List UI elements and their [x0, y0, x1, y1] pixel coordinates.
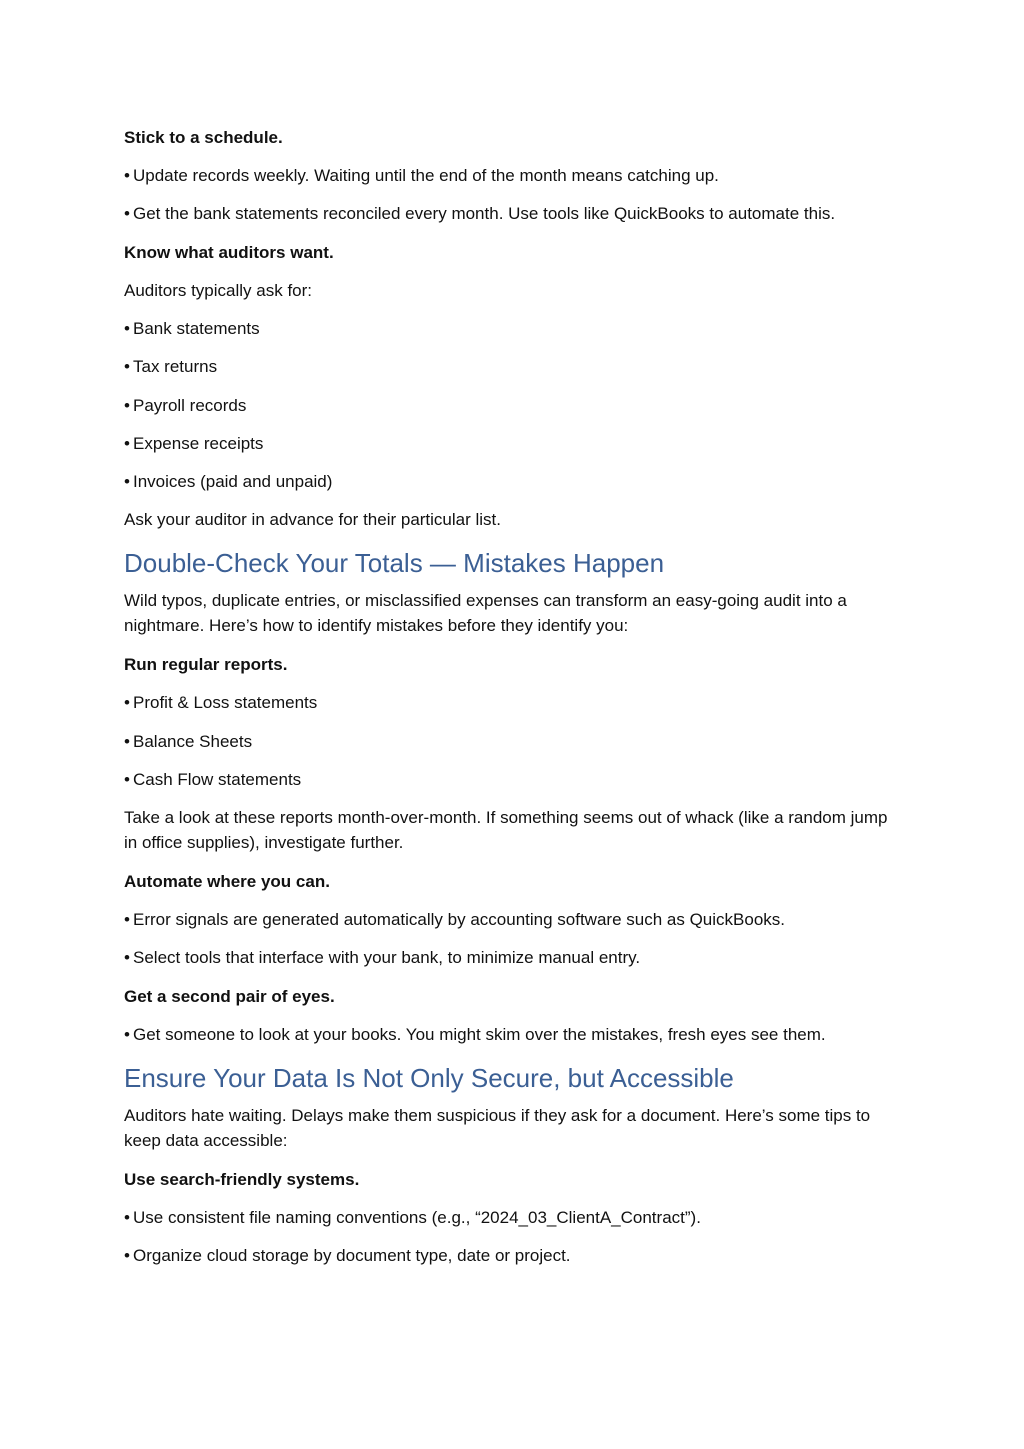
bullet-icon: • [124, 693, 130, 712]
reports-note: Take a look at these reports month-over-month. If something seems out of whack (like a random jump in office supplies), investigate further. [124, 808, 888, 852]
bullet-icon: • [124, 1025, 130, 1044]
list-item [124, 201, 904, 226]
bullet-icon: • [124, 1208, 130, 1227]
list-item-text: Get the bank statements reconciled every month. Use tools like QuickBooks to automate this. [133, 204, 836, 223]
list-item-text: Select tools that interface with your bank, to minimize manual entry. [133, 948, 641, 967]
list-item-text: Balance Sheets [133, 732, 253, 751]
section-title-double-check: Double-Check Your Totals — Mistakes Happen [124, 548, 665, 578]
reports-heading: Run regular reports. [124, 655, 288, 674]
bullet-icon: • [124, 1246, 130, 1265]
list-item [124, 767, 904, 792]
automate-heading: Automate where you can. [124, 872, 330, 891]
bullet-icon: • [124, 166, 130, 185]
bullet-icon: • [124, 357, 130, 376]
section-title-secure: Ensure Your Data Is Not Only Secure, but Accessible [124, 1063, 734, 1093]
list-item [124, 431, 904, 456]
list-item-text: Organize cloud storage by document type, date or project. [133, 1246, 571, 1265]
double-check-intro: Wild typos, duplicate entries, or misclassified expenses can transform an easy-going audit into a nightmare. Here’s how to identify mistakes before they identify you: [124, 591, 847, 635]
bullet-icon: • [124, 732, 130, 751]
list-item-text: Get someone to look at your books. You might skim over the mistakes, fresh eyes see them. [133, 1025, 826, 1044]
list-item [124, 690, 904, 715]
list-item [124, 1243, 904, 1268]
list-item [124, 163, 904, 188]
list-item-text: Payroll records [133, 396, 247, 415]
list-item [124, 907, 904, 932]
list-item-text: Update records weekly. Waiting until the end of the month means catching up. [133, 166, 719, 185]
auditors-outro: Ask your auditor in advance for their particular list. [124, 510, 502, 529]
list-item [124, 1022, 904, 1047]
list-item [124, 1205, 904, 1230]
list-item-text: Error signals are generated automatically by accounting software such as QuickBooks. [133, 910, 785, 929]
list-item [124, 945, 904, 970]
schedule-heading: Stick to a schedule. [124, 128, 283, 147]
list-item-text: Profit & Loss statements [133, 693, 318, 712]
search-heading: Use search-friendly systems. [124, 1170, 360, 1189]
second-eyes-heading: Get a second pair of eyes. [124, 987, 335, 1006]
bullet-icon: • [124, 948, 130, 967]
bullet-icon: • [124, 434, 130, 453]
list-item [124, 393, 904, 418]
bullet-icon: • [124, 204, 130, 223]
list-item [124, 316, 904, 341]
list-item-text: Tax returns [133, 357, 218, 376]
bullet-icon: • [124, 910, 130, 929]
list-item-text: Bank statements [133, 319, 260, 338]
bullet-icon: • [124, 472, 130, 491]
list-item [124, 354, 904, 379]
secure-intro: Auditors hate waiting. Delays make them suspicious if they ask for a document. Here’s some tips to keep data accessible: [124, 1106, 871, 1150]
bullet-icon: • [124, 770, 130, 789]
list-item [124, 729, 904, 754]
bullet-icon: • [124, 319, 130, 338]
auditors-intro: Auditors typically ask for: [124, 281, 313, 300]
list-item-text: Use consistent file naming conventions (e.g., “2024_03_ClientA_Contract”). [133, 1208, 701, 1227]
list-item-text: Invoices (paid and unpaid) [133, 472, 333, 491]
bullet-icon: • [124, 396, 130, 415]
list-item-text: Cash Flow statements [133, 770, 302, 789]
list-item-text: Expense receipts [133, 434, 264, 453]
list-item [124, 469, 904, 494]
auditors-heading: Know what auditors want. [124, 243, 334, 262]
